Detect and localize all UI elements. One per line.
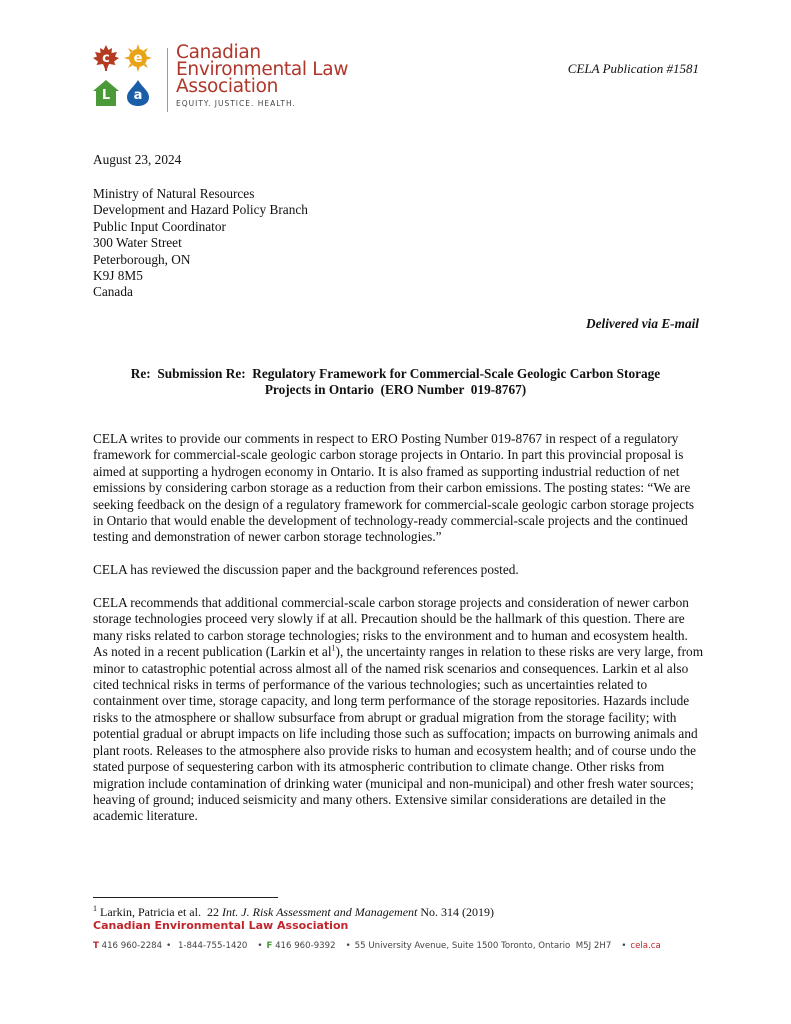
recipient-line: Ministry of Natural Resources <box>93 186 255 201</box>
bullet-separator: • <box>621 941 627 951</box>
recipient-address <box>93 186 308 301</box>
publication-number: CELA Publication #1581 <box>567 61 699 76</box>
bullet-separator: • <box>166 941 172 951</box>
subject-line-2: Projects in Ontario (ERO Number 019-8767) <box>264 382 527 398</box>
body-paragraph-3: CELA recommends that additional commercial-scale carbon storage projects and consideration of newer carbon storage technologies proceed very slowly if at all. Precaution should be the hallmark of this question. There are many risks related to carbon storage technologies; risks to the environment and to human and ecosystem health. As noted in a recent publication (Larkin et $al^1$), the uncertainty ranges in relation to these risks are very large, from minor to catastrophic potential across almost all of the named risk scenarios and consequences. Larkin et al also cited technical risks in terms of performance of the various technologies; such as uncertainties related to containment over time, storage capacity, and long term performance of the storage repositories. Hazards include risks to the atmosphere or shallow subsurface from abrupt or gradual migration from the storage facility; with potential gradual or abrupt impacts on life including those such as suffocation; impacts on burrowing animals and plant roots. Releases to the atmosphere also provide risks to human and ecosystem health; and of course undo the stated purpose of sequestering carbon with its atmospheric contribution to climate change. Other risks from migration include contamination of drinking water (municipal and non-municipal) and other fresh water sources; heaving of ground; induced seismicity and many others. Extensive similar considerations are detailed in the academic literature. <box>93 595 704 824</box>
footnote-separator <box>93 897 278 898</box>
sun-icon: e <box>124 44 152 72</box>
footer-organization: Canadian Environmental Law Association <box>93 919 349 932</box>
house-icon: L <box>92 79 120 107</box>
phone-label: T <box>93 941 99 951</box>
logo-wordmark <box>176 44 348 108</box>
logo-tagline: EQUITY. JUSTICE. HEALTH. <box>176 99 296 108</box>
body-paragraph-2: CELA has reviewed the discussion paper and the background references posted. <box>93 562 519 578</box>
recipient-line: Public Input Coordinator <box>93 218 226 234</box>
water-drop-icon: a <box>124 79 152 107</box>
subject-line-1: Re: Submission Re: Regulatory Framework for Commercial-Scale Geologic Carbon Storage <box>130 366 661 381</box>
logo-divider <box>167 48 168 112</box>
recipient-line: Peterborough, ON <box>93 251 191 267</box>
logo-icons <box>90 42 158 112</box>
recipient-line: Development and Hazard Policy Branch <box>93 202 308 218</box>
footnote-number: 1 <box>93 904 97 913</box>
footer-address: 55 University Avenue, Suite 1500 Toronto, Ontario M5J 2H7 <box>354 941 612 951</box>
letter-body <box>93 431 705 841</box>
logo-name-line-2: Environmental Law <box>176 59 349 80</box>
footnote-reference[interactable]: 1 <box>331 643 336 653</box>
subject-heading <box>93 366 698 399</box>
fax-label: F <box>266 941 273 951</box>
journal-title: Int. J. Risk Assessment and Management <box>221 905 418 919</box>
bullet-separator: • <box>257 941 263 951</box>
delivery-method: Delivered via E-mail <box>586 316 699 331</box>
bullet-separator: • <box>345 941 351 951</box>
logo-name-line-3: Association <box>176 76 279 97</box>
logo-name-line-1: Canadian <box>176 42 261 63</box>
footnote: $^1$ Larkin, Patricia et al. 22 Int. J. Risk Assessment and Management No. 314 (2019) <box>93 904 495 919</box>
letter-date: August 23, 2024 <box>93 152 182 167</box>
recipient-line: Canada <box>93 284 133 300</box>
fax-number: 416 960-9392 <box>275 941 336 951</box>
recipient-line: K9J 8M5 <box>93 268 143 284</box>
recipient-line: 300 Water Street <box>93 235 182 251</box>
tollfree-number: 1-844-755-1420 <box>177 941 248 951</box>
cela-logo <box>90 42 360 117</box>
phone-number: 416 960-2284 <box>101 941 163 951</box>
body-paragraph-1: CELA writes to provide our comments in respect to ERO Posting Number 019-8767 in respect of a regulatory framework for commercial-scale geologic carbon storage projects in Ontario. In part this provincial proposal is aimed at supporting a hydrogen economy in Ontario. It is also framed as supporting industrial reduction of net emissions by considering carbon storage as a reduction from their carbon emissions. The posting states: “We are seeking feedback on the design of a regulatory framework for commercial-scale geologic carbon storage projects in Ontario that would enable the development of technology-ready commercial-scale projects and the continued testing and demonstration of newer carbon storage technologies.” <box>93 431 695 545</box>
maple-leaf-icon: c <box>92 44 120 72</box>
website-link[interactable]: cela.ca <box>630 941 661 951</box>
footer-contact <box>93 941 661 951</box>
